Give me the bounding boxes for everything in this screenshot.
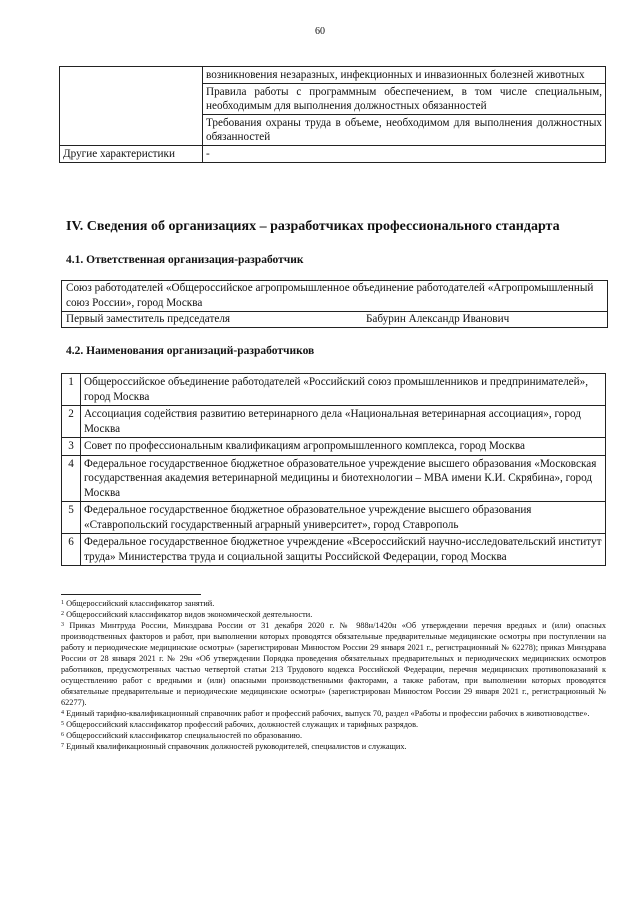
responsible-signatory — [62, 312, 607, 327]
table-cell: возникновения незаразных, инфекционных и инвазионных болезней животных — [203, 67, 606, 84]
footnote: $^6$ Общероссийский классификатор специальностей по образованию. — [61, 731, 303, 740]
section-title: IV. Сведения об организациях – разработчиках профессионального стандарта — [66, 219, 560, 234]
footnote: $^3$ Приказ Минтруда России, Минздрава России от 31 декабря 2020 г. № 988н/1420н «Об утверждении перечня вредных и (или) опасных производственных факторов и работ, при выполнении которых проводятся обязательные предварительные медицинские осмотры при поступлении на работу и периодические медицинские осмотры» (зарегистрирован Минюстом России 29 января 2021 г., регистрационный № 62278); приказ Минздрава России от 28 января 2021 г. № 29н «Об утверждении Порядка проведения обязательных предварительных и периодических медицинских осмотров работников, предусмотренных частью четвертой статьи 213 Трудового кодекса Российской Федерации, перечня медицинских противопоказаний к осуществлению работ с вредными и (или) опасными производственными факторами, а также работам, при выполнении которых проводятся обязательные предварительные и периодические медицинские осмотры» (зарегистрирован Минюстом России 29 января 2021 г., регистрационный № 62277). — [61, 621, 606, 707]
org-name: Федеральное государственное бюджетное учреждение «Всероссийский научно-исследовательский институт труда» Министерства труда и социальной защиты Российской Федерации, город Москва — [81, 534, 606, 566]
page-number: 60 — [315, 26, 325, 37]
table-row — [60, 67, 606, 84]
responsible-org: Союз работодателей «Общероссийское агропромышленное объединение работодателей «Агропромышленный союз России», город Москва — [62, 281, 607, 312]
table-row — [62, 406, 606, 438]
footnote: $^2$ Общероссийский классификатор видов экономической деятельности. — [61, 610, 313, 619]
row-number: 6 — [62, 534, 81, 566]
org-name: Федеральное государственное бюджетное образовательное учреждение высшего образования «Московская государственная академия ветеринарной медицины и биотехнологии – МВА имени К.И. Скрябина», город Москва — [81, 455, 606, 502]
table-row — [62, 438, 606, 456]
footnote-divider — [61, 594, 201, 595]
table-row — [62, 455, 606, 502]
org-name: Совет по профессиональным квалификациям агропромышленного комплекса, город Москва — [81, 438, 606, 456]
signatory-position: Первый заместитель председателя — [66, 313, 231, 325]
row-number: 2 — [62, 406, 81, 438]
row-number: 4 — [62, 455, 81, 502]
signatory-name: Бабурин Александр Иванович — [366, 313, 510, 325]
developers-heading: 4.2. Наименования организаций-разработчиков — [66, 345, 315, 357]
developers-table — [61, 373, 606, 566]
table-row — [62, 502, 606, 534]
footnotes — [61, 598, 606, 752]
org-name: Ассоциация содействия развитию ветеринарного дела «Национальная ветеринарная ассоциация», город Москва — [81, 406, 606, 438]
table-cell: - — [203, 146, 606, 163]
table-cell: Требования охраны труда в объеме, необходимом для выполнения должностных обязанностей — [203, 115, 606, 146]
row-number: 1 — [62, 374, 81, 406]
table-row — [60, 146, 606, 163]
footnote: $^1$ Общероссийский классификатор занятий. — [61, 599, 215, 608]
table-row — [62, 534, 606, 566]
characteristics-table — [59, 66, 606, 163]
footnote: $^5$ Общероссийский классификатор профессий рабочих, должностей служащих и тарифных разрядов. — [61, 720, 419, 729]
footnote: $^7$ Единый квалификационный справочник должностей руководителей, специалистов и служащих. — [61, 742, 407, 751]
table-row-label: Другие характеристики — [60, 146, 203, 163]
org-name: Общероссийское объединение работодателей «Российский союз промышленников и предпринимателей», город Москва — [81, 374, 606, 406]
footnote: $^4$ Единый тарифно-квалификационный справочник работ и профессий рабочих, выпуск 70, раздел «Работы и профессии рабочих в животноводстве». — [61, 709, 590, 718]
responsible-heading: 4.1. Ответственная организация-разработчик — [66, 254, 304, 266]
row-number: 3 — [62, 438, 81, 456]
responsible-org-box — [61, 280, 608, 328]
table-cell-empty — [60, 67, 203, 146]
row-number: 5 — [62, 502, 81, 534]
org-name: Федеральное государственное бюджетное образовательное учреждение высшего образования «Ставропольский государственный аграрный университет», город Ставрополь — [81, 502, 606, 534]
table-cell: Правила работы с программным обеспечением, в том числе специальным, необходимым для выполнения должностных обязанностей — [203, 84, 606, 115]
table-row — [62, 374, 606, 406]
